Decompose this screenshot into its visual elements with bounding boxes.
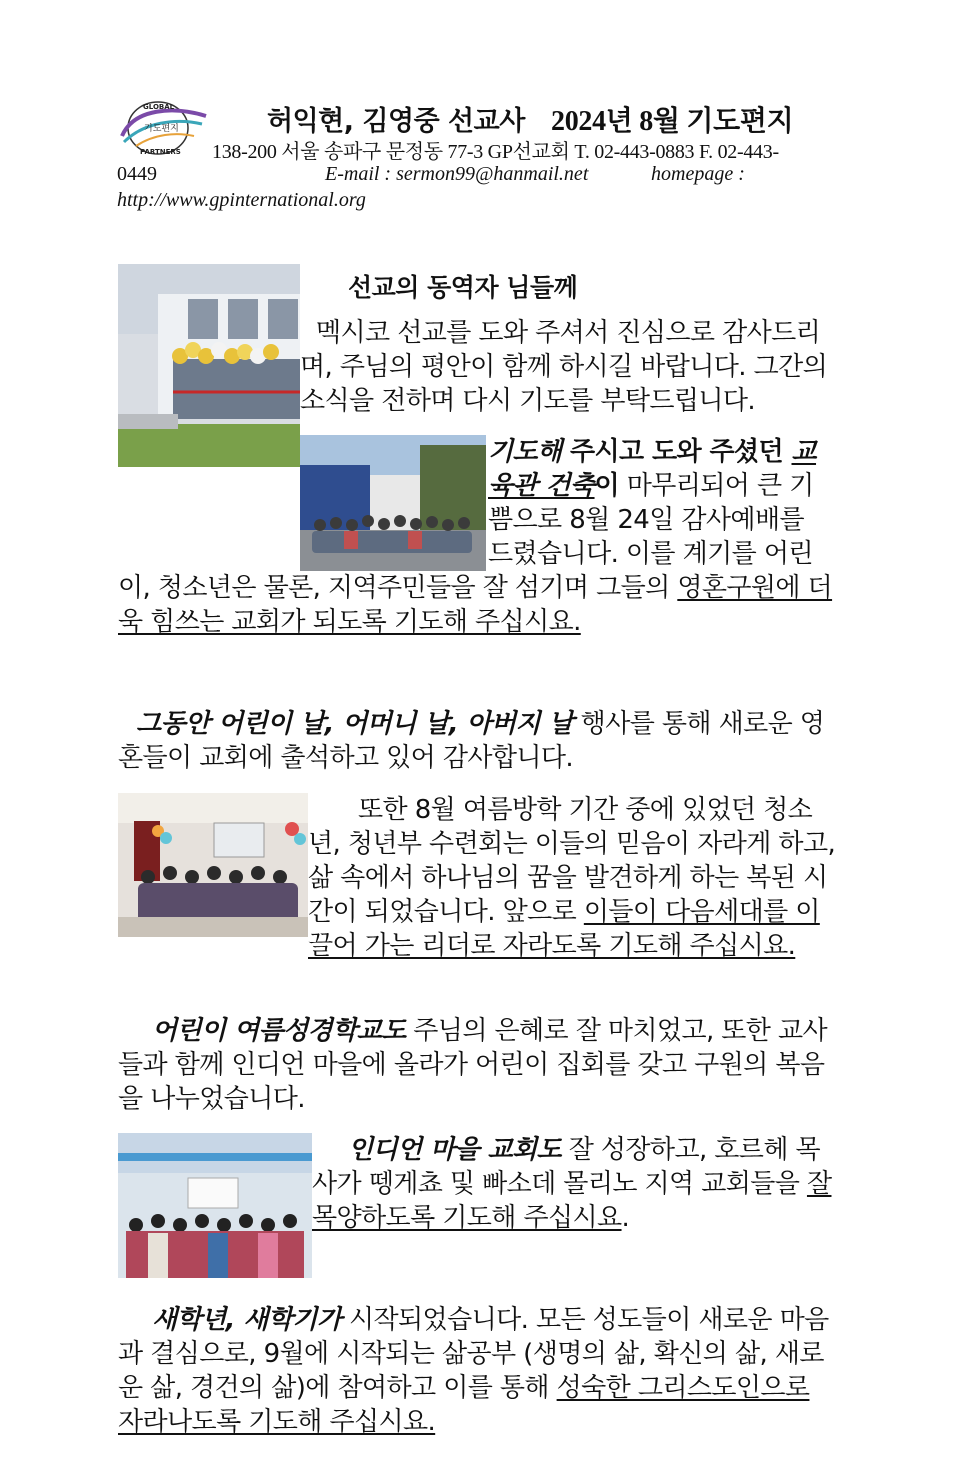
logo-center-text: 기도편지 bbox=[144, 124, 179, 134]
semester-lead: 새학년, 새학기가 bbox=[152, 1305, 342, 1335]
building-prayer: 영혼구원에 더욱 힘쓰는 교회가 되도록 기도해 주십시요. bbox=[118, 573, 833, 637]
title-names: 허익현, 김영중 선교사 bbox=[267, 106, 525, 137]
logo-bottom-text: PARTNERS bbox=[140, 148, 181, 156]
logo-top-text: GLOBAL bbox=[143, 103, 175, 111]
vbs-lead: 어린이 여름성경학교도 bbox=[152, 1016, 406, 1046]
vbs-text: 주님의 은혜로 잘 마치었고, 또한 교사들과 함께 인디언 마을에 올라가 어린이 집회를 갖고 구원의 복음을 나누었습니다. bbox=[118, 1016, 828, 1114]
homepage-label: homepage : bbox=[651, 163, 745, 185]
indian-church-text: 잘 성장하고, 호르헤 목사가 뗑게쵸 및 빠소데 몰리노 지역 교회들을 bbox=[312, 1135, 821, 1199]
paragraph-camp bbox=[118, 793, 836, 963]
semester-prayer: 성숙한 그리스도인으로 자라나도록 기도해 주십시요. bbox=[118, 1373, 810, 1437]
homepage-link[interactable]: http://www.gpinternational.org bbox=[117, 189, 366, 211]
building-lead-a: 기도해 bbox=[488, 437, 562, 467]
address: 138-200 서울 송파구 문정동 77-3 GP선교회 T. 02-443-0883 F. 02-443- bbox=[212, 141, 779, 163]
building-lead-c: 교육관 건축 bbox=[488, 437, 817, 501]
title-date: 2024년 8월 기도편지 bbox=[551, 106, 794, 137]
paragraph-new-semester bbox=[118, 1303, 836, 1439]
greeting: 선교의 동역자 님들께 bbox=[348, 273, 578, 302]
events-lead: 그동안 어린이 날, 어머니 날, 아버지 날 bbox=[136, 709, 574, 739]
camp-photo bbox=[118, 793, 308, 937]
camp-text: 또한 8월 여름방학 기간 중에 있었던 청소년, 청년부 수련회는 이들의 믿음이 자라게 하고, 삶 속에서 하나님의 꿈을 발견하게 하는 복된 시간이 되었습니다. 앞으로 bbox=[308, 795, 836, 927]
paragraph-events bbox=[118, 707, 840, 775]
paragraph-building bbox=[118, 435, 836, 639]
building-text: 마무리되어 큰 기쁨으로 8월 24일 감사예배를 드렸습니다. 이를 계기를 어린이, 청소년은 물론, 지역주민들을 잘 섬기며 그들의 bbox=[118, 471, 814, 603]
logo-graphic bbox=[114, 98, 212, 158]
semester-text: 시작되었습니다. 모든 성도들이 새로운 마음과 결심으로, 9월에 시작되는 삶공부 (생명의 삶, 확신의 삶, 새로운 삶, 경건의 삶)에 참여하고 이를 통해 bbox=[118, 1305, 829, 1403]
email-line bbox=[325, 163, 588, 186]
address-continued: 0449 bbox=[117, 163, 157, 185]
building-lead-b: 주시고 도와 주셨던 bbox=[561, 437, 792, 467]
events-text: 행사를 통해 새로운 영혼들이 교회에 출석하고 있어 감사합니다. bbox=[118, 709, 825, 773]
church-photo bbox=[118, 1133, 312, 1278]
paragraph-vbs bbox=[118, 1014, 840, 1116]
indian-church-spacer bbox=[312, 1135, 348, 1165]
indian-church-prayer: 잘 목양하도록 기도해 주십시요 bbox=[312, 1169, 832, 1233]
indian-church-end: . bbox=[621, 1203, 630, 1233]
float-spacer bbox=[118, 435, 300, 571]
email-label: E-mail : bbox=[325, 163, 397, 185]
indian-church-lead: 인디언 마을 교회도 bbox=[348, 1135, 562, 1165]
camp-prayer: 이들이 다음세대를 이끌어 가는 리더로 자라도록 기도해 주십시요. bbox=[308, 897, 820, 961]
intro-text: 멕시코 선교를 도와 주셔서 진심으로 감사드리며, 주님의 평안이 함께 하시길 바랍니다. 그간의 소식을 전하며 다시 기도를 부탁드립니다. bbox=[300, 318, 828, 416]
building-lead-d: 이 bbox=[594, 471, 620, 501]
paragraph-indian-church bbox=[118, 1133, 836, 1278]
logo bbox=[114, 98, 212, 158]
paragraph-intro bbox=[300, 316, 840, 418]
email-link[interactable]: sermon99@hanmail.net bbox=[396, 163, 589, 185]
group-photo bbox=[300, 435, 486, 571]
